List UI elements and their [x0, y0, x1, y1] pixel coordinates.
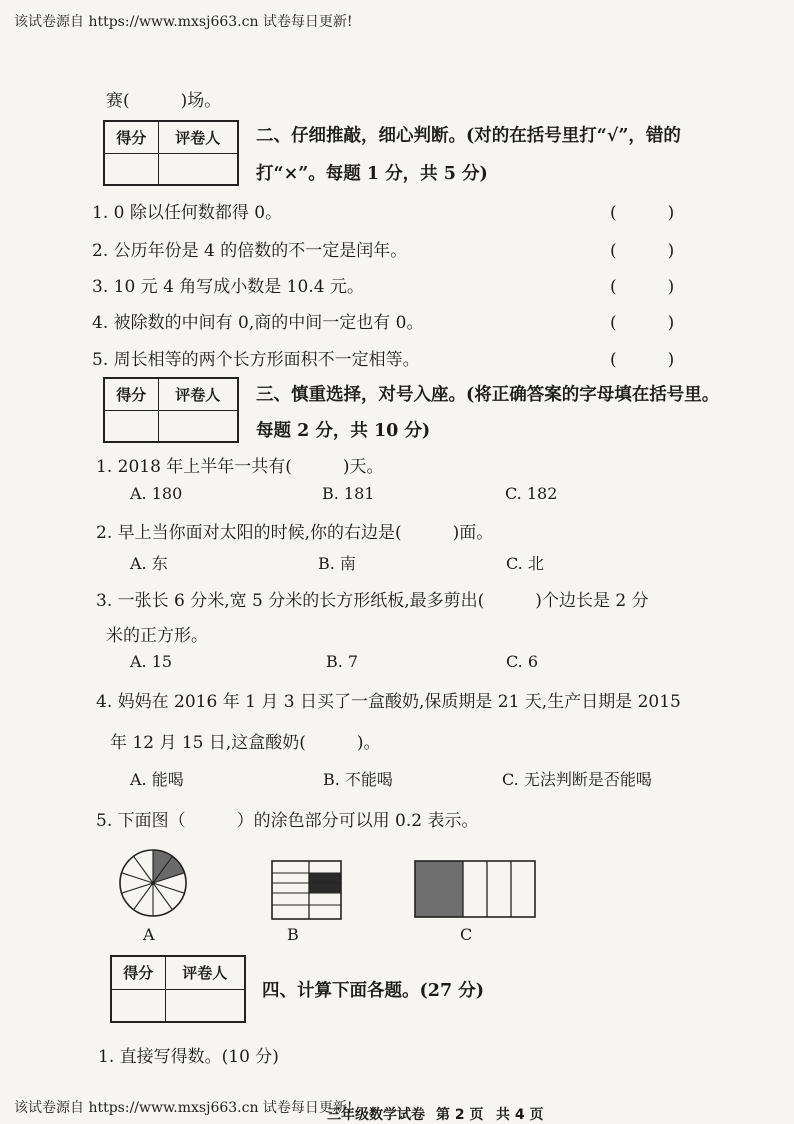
judge-answer-2[interactable]: ( ): [610, 241, 675, 261]
figure-a-label: A: [143, 925, 155, 944]
figure-c-label: C: [460, 925, 473, 944]
choice-q3-line2: 米的正方形。: [106, 626, 208, 646]
choice-q1-stem: 1. 2018 年上半年一共有( )天。: [96, 457, 384, 477]
section3-title-line2: 每题 2 分，共 10 分): [256, 421, 431, 441]
choice-q4-option-b: B. 不能喝: [323, 770, 393, 789]
score-box-section3: [103, 377, 239, 443]
footer-subject: 三年级数学试卷: [327, 1107, 425, 1123]
watermark-bottom: 该试卷源自 https://www.mxsj663.cn 试卷每日更新!: [14, 1100, 353, 1116]
grader-cell: [165, 989, 245, 1022]
judge-item-3: 3. 10 元 4 角写成小数是 10.4 元。: [92, 277, 364, 297]
choice-q5-stem: 5. 下面图（ ）的涂色部分可以用 0.2 表示。: [96, 811, 479, 831]
grader-label: 评卷人: [158, 121, 238, 153]
choice-q1-option-c: C. 182: [505, 484, 558, 503]
grader-label: 评卷人: [158, 378, 238, 410]
grader-cell: [158, 153, 238, 185]
judge-answer-1[interactable]: ( ): [610, 203, 675, 223]
score-label: 得分: [104, 378, 158, 410]
choice-q4-line1: 4. 妈妈在 2016 年 1 月 3 日买了一盒酸奶,保质期是 21 天,生产日期是 2015: [96, 692, 681, 712]
score-box-section4: [110, 955, 246, 1023]
section4-title: 四、计算下面各题。(27 分): [262, 981, 485, 1001]
choice-q3-option-a: A. 15: [130, 652, 173, 671]
judge-answer-5[interactable]: ( ): [610, 350, 675, 370]
grader-label: 评卷人: [165, 956, 245, 989]
score-cell: [111, 989, 165, 1022]
grader-cell: [158, 410, 238, 442]
choice-q2-option-c: C. 北: [506, 554, 544, 573]
judge-item-2: 2. 公历年份是 4 的倍数的不一定是闰年。: [92, 241, 408, 261]
choice-q4-line2: 年 12 月 15 日,这盒酸奶( )。: [110, 733, 381, 753]
score-cell: [104, 410, 158, 442]
choice-q3-option-c: C. 6: [506, 652, 539, 671]
figure-b-label: B: [287, 925, 299, 944]
figure-c-shaded-part: [415, 861, 463, 917]
watermark-top: 该试卷源自 https://www.mxsj663.cn 试卷每日更新!: [14, 14, 353, 30]
score-box-section2: [103, 120, 239, 186]
score-label: 得分: [111, 956, 165, 989]
choice-q2-stem: 2. 早上当你面对太阳的时候,你的右边是( )面。: [96, 523, 494, 543]
figure-c-rectangle: [414, 860, 536, 918]
choice-q2-option-b: B. 南: [318, 554, 356, 573]
footer-total: 共 4 页: [496, 1107, 544, 1123]
judge-answer-4[interactable]: ( ): [610, 313, 675, 333]
choice-q3-line1: 3. 一张长 6 分米,宽 5 分米的长方形纸板,最多剪出( )个边长是 2 分: [96, 591, 649, 611]
section3-title-line1: 三、慎重选择，对号入座。(将正确答案的字母填在括号里。: [256, 385, 720, 405]
figure-b-shaded-cell-2: [309, 883, 341, 893]
judge-item-5: 5. 周长相等的两个长方形面积不一定相等。: [92, 350, 420, 370]
section4-sub1: 1. 直接写得数。(10 分): [98, 1047, 279, 1067]
judge-answer-3[interactable]: ( ): [610, 277, 675, 297]
footer-page: 第 2 页: [436, 1107, 484, 1123]
choice-q4-option-a: A. 能喝: [130, 770, 184, 789]
score-cell: [104, 153, 158, 185]
figure-b-rectangle: [271, 860, 343, 920]
choice-q3-option-b: B. 7: [326, 652, 359, 671]
section2-title-line2: 打“×”。每题 1 分，共 5 分): [256, 164, 488, 184]
figure-a-circle: [118, 848, 188, 918]
choice-q1-option-b: B. 181: [322, 484, 375, 503]
choice-q4-option-c: C. 无法判断是否能喝: [502, 770, 652, 789]
carry-over-text: 赛( )场。: [106, 91, 222, 111]
choice-q2-option-a: A. 东: [130, 554, 168, 573]
score-label: 得分: [104, 121, 158, 153]
judge-item-4: 4. 被除数的中间有 0,商的中间一定也有 0。: [92, 313, 424, 333]
figure-b-shaded-cell-1: [309, 873, 341, 883]
section2-title-line1: 二、仔细推敲，细心判断。(对的在括号里打“√”，错的: [256, 126, 681, 146]
choice-q1-option-a: A. 180: [130, 484, 183, 503]
judge-item-1: 1. 0 除以任何数都得 0。: [92, 203, 283, 223]
